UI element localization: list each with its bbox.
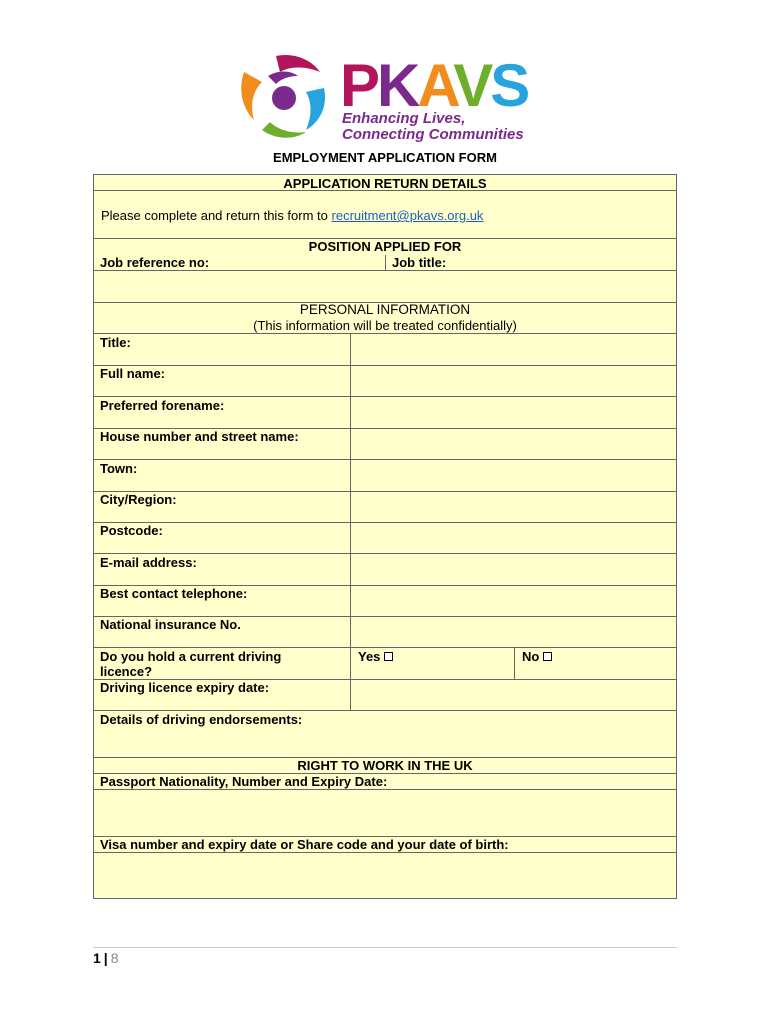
page-separator: | [103, 950, 108, 966]
logo-tagline-2: Connecting Communities [342, 126, 524, 142]
postcode-field[interactable] [351, 523, 676, 553]
national-insurance-field[interactable] [351, 617, 676, 647]
postcode-label: Postcode: [100, 523, 163, 538]
telephone-label: Best contact telephone: [100, 586, 248, 601]
licence-expiry-label: Driving licence expiry date: [100, 680, 270, 695]
application-form [93, 174, 677, 899]
full-name-field[interactable] [351, 366, 676, 396]
right-to-work-heading: RIGHT TO WORK IN THE UK [297, 758, 473, 773]
title-field[interactable] [351, 334, 676, 365]
driving-yes-option[interactable] [358, 649, 393, 664]
personal-heading: PERSONAL INFORMATION [299, 302, 471, 317]
visa-label: Visa number and expiry date or Share code and your date of birth: [100, 837, 509, 852]
page-total: 8 [110, 950, 119, 966]
form-title: EMPLOYMENT APPLICATION FORM [273, 150, 497, 165]
national-insurance-label: National insurance No. [100, 617, 241, 632]
email-field[interactable] [351, 554, 676, 585]
endorsements-field[interactable] [351, 711, 676, 757]
passport-label: Passport Nationality, Number and Expiry Date: [100, 774, 388, 789]
swirl-icon [241, 55, 325, 138]
driving-question-line-2: licence? [100, 664, 153, 679]
return-details-heading: APPLICATION RETURN DETAILS [283, 176, 487, 191]
job-reference-field[interactable] [94, 271, 385, 302]
preferred-forename-label: Preferred forename: [100, 398, 225, 413]
job-title-field[interactable] [386, 271, 676, 302]
page-number [93, 950, 119, 966]
pkavs-logo [232, 50, 532, 142]
full-name-label: Full name: [100, 366, 166, 381]
street-label: House number and street name: [100, 429, 299, 444]
logo-tagline-1: Enhancing Lives, [342, 110, 466, 127]
page-current: 1 [93, 950, 101, 966]
visa-field[interactable] [94, 853, 676, 898]
city-region-field[interactable] [351, 492, 676, 522]
return-instruction [101, 208, 483, 223]
job-reference-label: Job reference no: [100, 255, 210, 270]
personal-subheading: (This information will be treated confidentially) [253, 318, 517, 333]
yes-checkbox[interactable] [384, 652, 393, 661]
job-title-label: Job title: [392, 255, 447, 270]
no-checkbox[interactable] [543, 652, 552, 661]
driving-question-line-1: Do you hold a current driving [100, 649, 282, 664]
preferred-forename-field[interactable] [351, 397, 676, 428]
svg-text:PKAVS: PKAVS [340, 52, 528, 119]
driving-no-option[interactable] [522, 649, 552, 664]
city-region-label: City/Region: [100, 492, 177, 507]
footer-divider [93, 947, 677, 948]
street-field[interactable] [351, 429, 676, 459]
town-field[interactable] [351, 460, 676, 491]
return-instruction-text: Please complete and return this form to [101, 208, 328, 223]
passport-field[interactable] [94, 790, 676, 836]
email-label: E-mail address: [100, 555, 197, 570]
yes-label: Yes [358, 649, 381, 664]
no-label: No [522, 649, 540, 664]
town-label: Town: [100, 461, 138, 476]
title-label: Title: [100, 335, 131, 350]
licence-expiry-field[interactable] [351, 680, 676, 710]
telephone-field[interactable] [351, 586, 676, 616]
position-heading: POSITION APPLIED FOR [308, 239, 462, 254]
endorsements-label: Details of driving endorsements: [100, 712, 303, 727]
recruitment-email-link[interactable]: recruitment@pkavs.org.uk [331, 208, 484, 223]
